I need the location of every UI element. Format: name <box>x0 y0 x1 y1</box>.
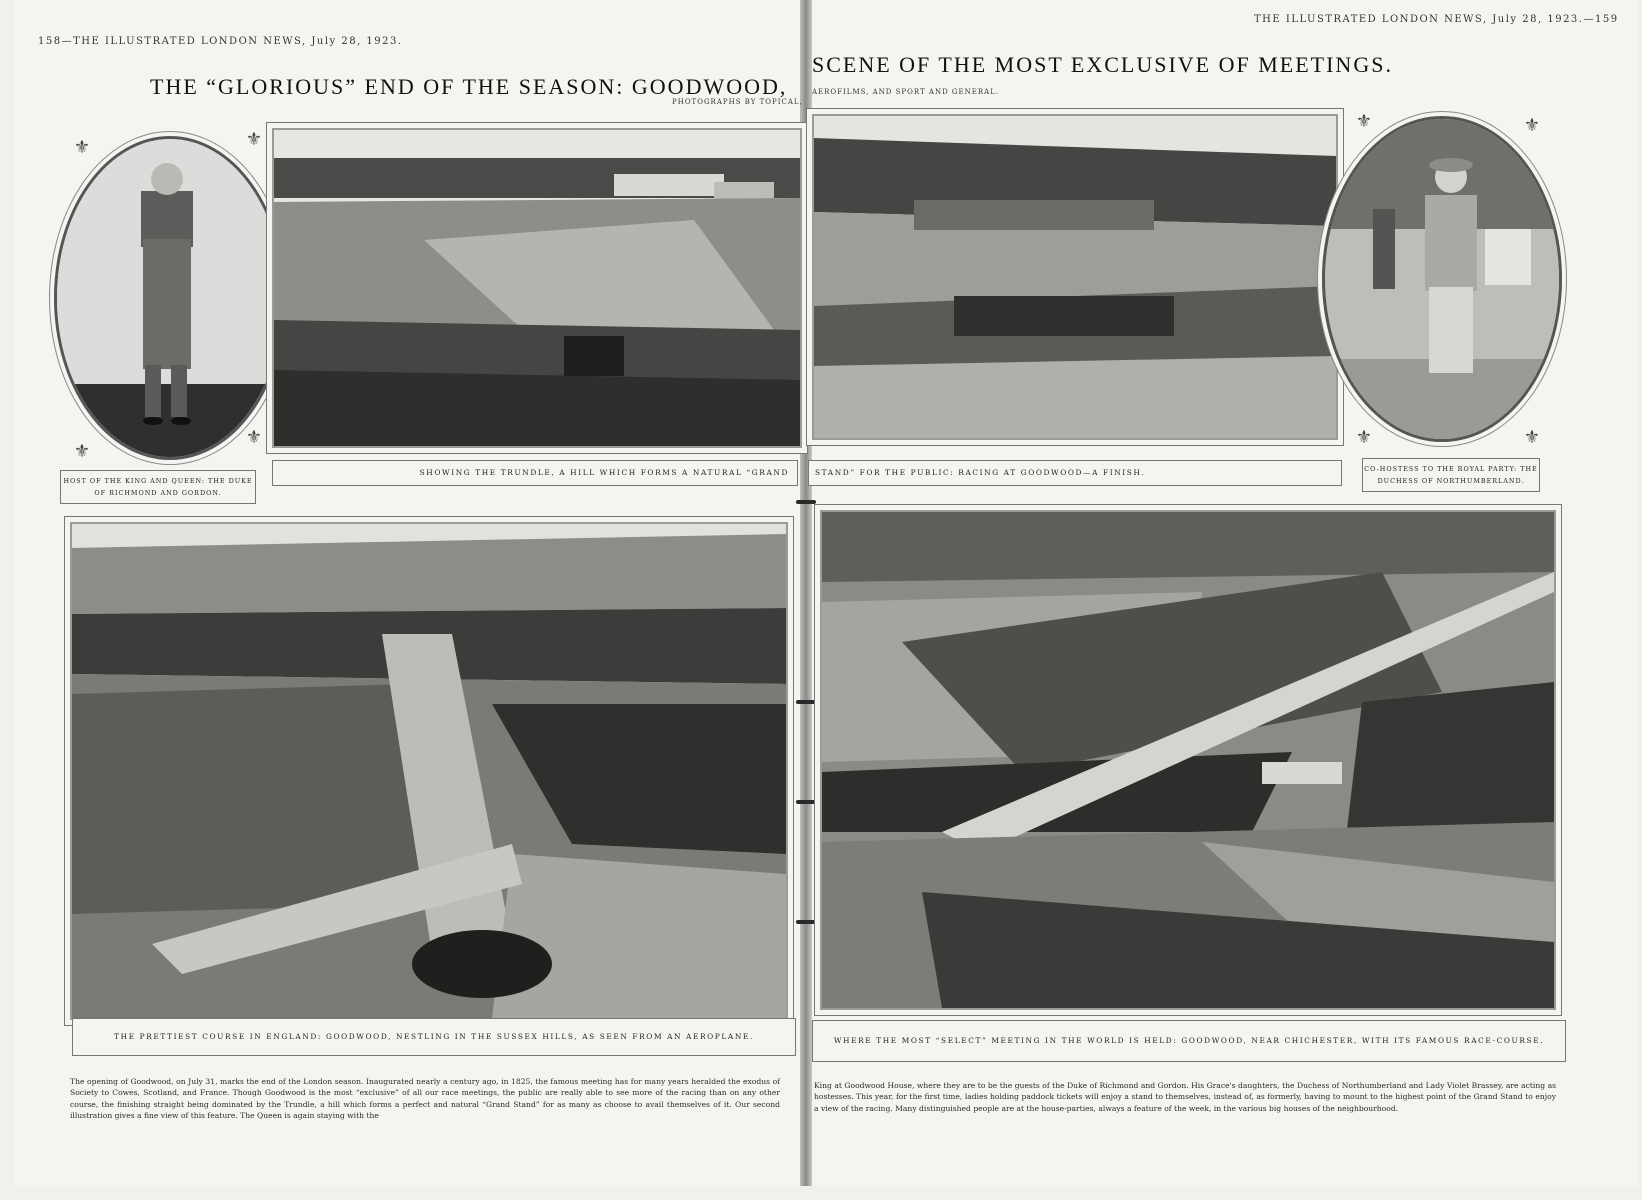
headline-left: THE “GLORIOUS” END OF THE SEASON: GOODWOOD, <box>150 74 788 99</box>
fleur-ornament-icon: ⚜ <box>1523 115 1541 136</box>
fleur-ornament-icon: ⚜ <box>1355 111 1373 132</box>
fleur-ornament-icon: ⚜ <box>245 427 263 448</box>
folio-left: 158—THE ILLUSTRATED LONDON NEWS, July 28, 1923. <box>38 36 403 47</box>
fleur-ornament-icon: ⚜ <box>1355 427 1373 448</box>
caption-aerial-right: WHERE THE MOST “SELECT” MEETING IN THE WORLD IS HELD: GOODWOOD, NEAR CHICHESTER, WITH ITS FAMOUS RACE-COURSE. <box>812 1020 1566 1062</box>
binding-stitch <box>796 700 816 704</box>
body-text-right: King at Goodwood House, where they are to be the guests of the Duke of Richmond and Gordon. His Grace's daughters, the Duchess of Northumberland and Lady Violet Brassey, are acting as hostesses. This year, for the first time, ladies holding paddock tickets will enjoy a stand to themselves, instead of, as formerly, having to mount to the highest point of the Grand Stand to enjoy a view of the racing. Many distinguished people are at the house-parties, always a feature of the week, in the various big houses of the neighbourhood. <box>814 1081 1556 1113</box>
aerial-course-photo-left <box>70 522 788 1020</box>
trundle-crowd-photo-right <box>812 114 1338 440</box>
caption-duke: HOST OF THE KING AND QUEEN: THE DUKE OF RICHMOND AND GORDON. <box>60 470 256 504</box>
binding-stitch <box>796 920 816 924</box>
caption-duchess: CO-HOSTESS TO THE ROYAL PARTY: THE DUCHESS OF NORTHUMBERLAND. <box>1362 458 1540 492</box>
binding-stitch <box>796 800 816 804</box>
binding-stitch <box>796 500 816 504</box>
photo-credit-right: AEROFILMS, AND SPORT AND GENERAL. <box>812 88 1000 96</box>
fleur-ornament-icon: ⚜ <box>73 137 91 158</box>
portrait-duke-photo <box>54 136 286 460</box>
photo-credit-left: PHOTOGRAPHS BY TOPICAL, <box>672 98 803 106</box>
caption-aerial-left: THE PRETTIEST COURSE IN ENGLAND: GOODWOOD, NESTLING IN THE SUSSEX HILLS, AS SEEN FROM AN AEROPLANE. <box>72 1018 796 1056</box>
folio-right: THE ILLUSTRATED LONDON NEWS, July 28, 1923.—159 <box>1254 14 1619 25</box>
fleur-ornament-icon: ⚜ <box>245 129 263 150</box>
fleur-ornament-icon: ⚜ <box>1523 427 1541 448</box>
caption-trundle-left: SHOWING THE TRUNDLE, A HILL WHICH FORMS A NATURAL “GRAND <box>272 460 798 486</box>
body-text-left: The opening of Goodwood, on July 31, marks the end of the London season. Inaugurated nearly a century ago, in 1825, the famous meeting has for many years heralded the exodus of Society to Cowes, Scotland, and France. Though Goodwood is the most “exclusive” of all our race meetings, the public are really able to see more of the racing than on any other course, the finishing straight being dominated by the Trundle, a hill which forms a perfect and natural “Grand Stand” for as many as choose to avail themselves of it. Our second illustration gives a fine view of this feature. The Queen is again staying with the <box>70 1077 780 1121</box>
trundle-crowd-photo-left <box>272 128 802 448</box>
headline-right: SCENE OF THE MOST EXCLUSIVE OF MEETINGS. <box>812 52 1393 77</box>
aerial-course-photo-right <box>820 510 1556 1010</box>
caption-trundle-right: STAND” FOR THE PUBLIC: RACING AT GOODWOOD—A FINISH. <box>808 460 1342 486</box>
fleur-ornament-icon: ⚜ <box>73 441 91 462</box>
portrait-duchess-photo <box>1322 116 1562 442</box>
